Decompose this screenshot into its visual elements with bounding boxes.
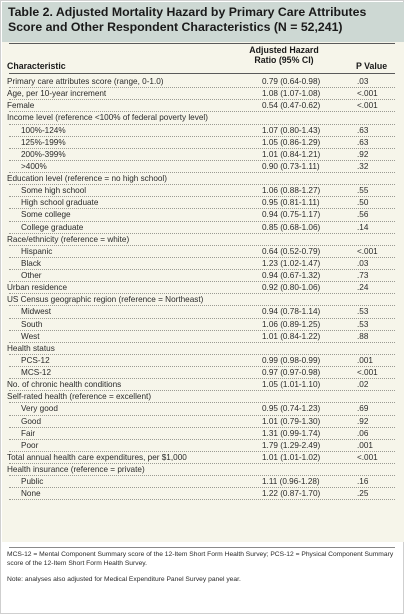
- row-hazard-ratio: 1.05 (0.86-1.29): [262, 137, 321, 147]
- row-hazard-ratio: 1.79 (1.29-2.49): [262, 440, 321, 450]
- row-characteristic: Fair: [21, 428, 36, 438]
- table-body: [0, 76, 406, 500]
- footnote-note: Note: analyses also adjusted for Medical Expenditure Panel Survey panel year.: [7, 576, 241, 583]
- row-p-value: <.001: [357, 101, 378, 111]
- row-p-value: .02: [357, 380, 369, 390]
- row-p-value: .73: [357, 271, 369, 280]
- row-characteristic: 100%-124%: [21, 125, 66, 135]
- column-header-p-value: P Value: [356, 61, 388, 71]
- table-row: [0, 331, 406, 343]
- row-p-value: .63: [357, 137, 369, 147]
- table-row: [0, 355, 406, 367]
- row-characteristic: Urban residence: [7, 283, 68, 293]
- row-hazard-ratio: 1.01 (0.79-1.30): [262, 416, 321, 426]
- row-characteristic: Self-rated health (reference = excellent): [7, 392, 152, 402]
- table-row: [0, 88, 406, 100]
- table-row: [0, 76, 406, 88]
- row-hazard-ratio: 0.94 (0.67-1.32): [262, 271, 321, 280]
- row-p-value: <.001: [357, 452, 378, 462]
- row-p-value: <.001: [357, 368, 378, 377]
- table-row: [0, 270, 406, 282]
- table-row: [0, 100, 406, 112]
- row-characteristic: Hispanic: [21, 246, 53, 256]
- table-row: [0, 306, 406, 318]
- row-characteristic: >400%: [21, 161, 47, 171]
- row-p-value: .03: [357, 77, 369, 86]
- table-row: [0, 403, 406, 415]
- row-characteristic: MCS-12: [21, 368, 52, 377]
- row-characteristic: 200%-399%: [21, 149, 66, 159]
- table-row: [0, 379, 406, 391]
- table-row: [0, 185, 406, 197]
- row-p-value: .92: [357, 416, 369, 426]
- row-hazard-ratio: 0.94 (0.75-1.17): [262, 210, 321, 220]
- row-p-value: .06: [357, 428, 369, 438]
- row-characteristic: Health insurance (reference = private): [7, 465, 145, 474]
- row-p-value: .92: [357, 149, 369, 159]
- table-row: [0, 246, 406, 258]
- row-characteristic: PCS-12: [21, 355, 50, 365]
- row-characteristic: South: [21, 319, 43, 329]
- table-row: [0, 416, 406, 428]
- row-hazard-ratio: 1.07 (0.80-1.43): [262, 125, 321, 135]
- table-row: [0, 222, 406, 234]
- row-characteristic: Midwest: [21, 307, 52, 317]
- row-characteristic: Income level (reference <100% of federal poverty level): [7, 113, 208, 123]
- table-row: [0, 112, 406, 124]
- row-characteristic: Female: [7, 101, 35, 111]
- row-p-value: .53: [357, 319, 369, 329]
- header-top-rule: [9, 43, 395, 44]
- row-p-value: <.001: [357, 89, 378, 99]
- table-row: [0, 149, 406, 161]
- table-row: [0, 440, 406, 452]
- row-characteristic: Some college: [21, 210, 71, 220]
- row-hazard-ratio: 1.31 (0.99-1.74): [262, 428, 321, 438]
- row-characteristic: Health status: [7, 343, 55, 353]
- row-hazard-ratio: 1.06 (0.88-1.27): [262, 186, 321, 196]
- row-characteristic: Age, per 10-year increment: [7, 89, 107, 99]
- row-hazard-ratio: 0.99 (0.98-0.99): [262, 355, 321, 365]
- table-row: [0, 161, 406, 173]
- row-p-value: <.001: [357, 246, 378, 256]
- row-p-value: .56: [357, 210, 369, 220]
- row-hazard-ratio: 0.64 (0.52-0.79): [262, 246, 321, 256]
- row-characteristic: Poor: [21, 440, 39, 450]
- row-characteristic: Total annual health care expenditures, per $1,000: [7, 452, 187, 462]
- table-row: [0, 173, 406, 185]
- table-row: [0, 428, 406, 440]
- row-p-value: .55: [357, 186, 369, 196]
- row-characteristic: None: [21, 489, 41, 499]
- row-hazard-ratio: 0.79 (0.64-0.98): [262, 77, 321, 86]
- row-p-value: .03: [357, 258, 369, 268]
- row-characteristic: Very good: [21, 404, 58, 414]
- row-hazard-ratio: 1.01 (0.84-1.22): [262, 331, 321, 341]
- table-row: [0, 282, 406, 294]
- table-row: [0, 343, 406, 355]
- header-bottom-rule: [9, 73, 395, 74]
- row-hazard-ratio: 1.06 (0.89-1.25): [262, 319, 321, 329]
- row-hazard-ratio: 1.01 (0.84-1.21): [262, 149, 321, 159]
- row-hazard-ratio: 0.54 (0.47-0.62): [262, 101, 321, 111]
- row-characteristic: Good: [21, 416, 42, 426]
- column-header-hazard-ratio: Adjusted Hazard Ratio (95% CI): [249, 45, 319, 65]
- row-p-value: .50: [357, 198, 369, 208]
- row-p-value: .16: [357, 477, 369, 487]
- row-hazard-ratio: 0.85 (0.68-1.06): [262, 222, 321, 232]
- row-hazard-ratio: 1.05 (1.01-1.10): [262, 380, 321, 390]
- row-hazard-ratio: 0.95 (0.81-1.11): [262, 198, 320, 208]
- table-row: [0, 258, 406, 270]
- table-row: [0, 125, 406, 137]
- row-hazard-ratio: 1.22 (0.87-1.70): [262, 489, 321, 499]
- row-characteristic: High school graduate: [21, 198, 99, 208]
- row-hazard-ratio: 0.94 (0.78-1.14): [262, 307, 321, 317]
- row-separator: [9, 499, 395, 500]
- table-row: [0, 476, 406, 488]
- row-hazard-ratio: 0.92 (0.80-1.06): [262, 283, 321, 293]
- table-row: [0, 197, 406, 209]
- table-row: [0, 137, 406, 149]
- row-p-value: .63: [357, 125, 369, 135]
- table-row: [0, 488, 406, 500]
- footnote-rule: [9, 547, 395, 548]
- row-characteristic: 125%-199%: [21, 137, 66, 147]
- row-hazard-ratio: 1.08 (1.07-1.08): [262, 89, 321, 99]
- row-hazard-ratio: 1.23 (1.02-1.47): [262, 258, 321, 268]
- row-hazard-ratio: 1.11 (0.96-1.28): [262, 477, 320, 487]
- row-p-value: .25: [357, 489, 369, 499]
- column-header-characteristic: Characteristic: [7, 61, 66, 71]
- footnote-abbreviations: MCS-12 = Mental Component Summary score of the 12-Item Short Form Health Survey; PCS-12 = Physical Component Summary score of the 12-Item Short Form Health Survey.: [7, 551, 394, 567]
- row-p-value: .24: [357, 283, 369, 293]
- row-characteristic: College graduate: [21, 222, 84, 232]
- row-characteristic: US Census geographic region (reference = Northeast): [7, 295, 204, 305]
- row-p-value: .001: [357, 355, 373, 365]
- row-characteristic: West: [21, 331, 40, 341]
- row-hazard-ratio: 0.95 (0.74-1.23): [262, 404, 321, 414]
- row-hazard-ratio: 0.97 (0.97-0.98): [262, 368, 321, 377]
- row-p-value: .53: [357, 307, 369, 317]
- table-row: [0, 367, 406, 379]
- row-characteristic: Black: [21, 258, 42, 268]
- table-row: [0, 294, 406, 306]
- row-p-value: .14: [357, 222, 369, 232]
- row-characteristic: Education level (reference = no high school): [7, 174, 167, 183]
- row-hazard-ratio: 0.90 (0.73-1.11): [262, 161, 320, 171]
- row-characteristic: No. of chronic health conditions: [7, 380, 122, 390]
- row-characteristic: Race/ethnicity (reference = white): [7, 234, 130, 244]
- table-row: [0, 452, 406, 464]
- row-p-value: .88: [357, 331, 369, 341]
- row-hazard-ratio: 1.01 (1.01-1.02): [262, 452, 321, 462]
- row-p-value: .32: [357, 161, 369, 171]
- table-row: [0, 234, 406, 246]
- table-row: [0, 464, 406, 476]
- row-characteristic: Public: [21, 477, 44, 487]
- row-characteristic: Other: [21, 271, 42, 280]
- table-title: Table 2. Adjusted Mortality Hazard by Primary Care Attributes Score and Other Respondent Characteristics (N = 52,241): [8, 5, 367, 34]
- row-characteristic: Some high school: [21, 186, 87, 196]
- table-row: [0, 209, 406, 221]
- table-row: [0, 391, 406, 403]
- row-p-value: .001: [357, 440, 373, 450]
- table-row: [0, 319, 406, 331]
- row-p-value: .69: [357, 404, 369, 414]
- row-characteristic: Primary care attributes score (range, 0-1.0): [7, 77, 164, 86]
